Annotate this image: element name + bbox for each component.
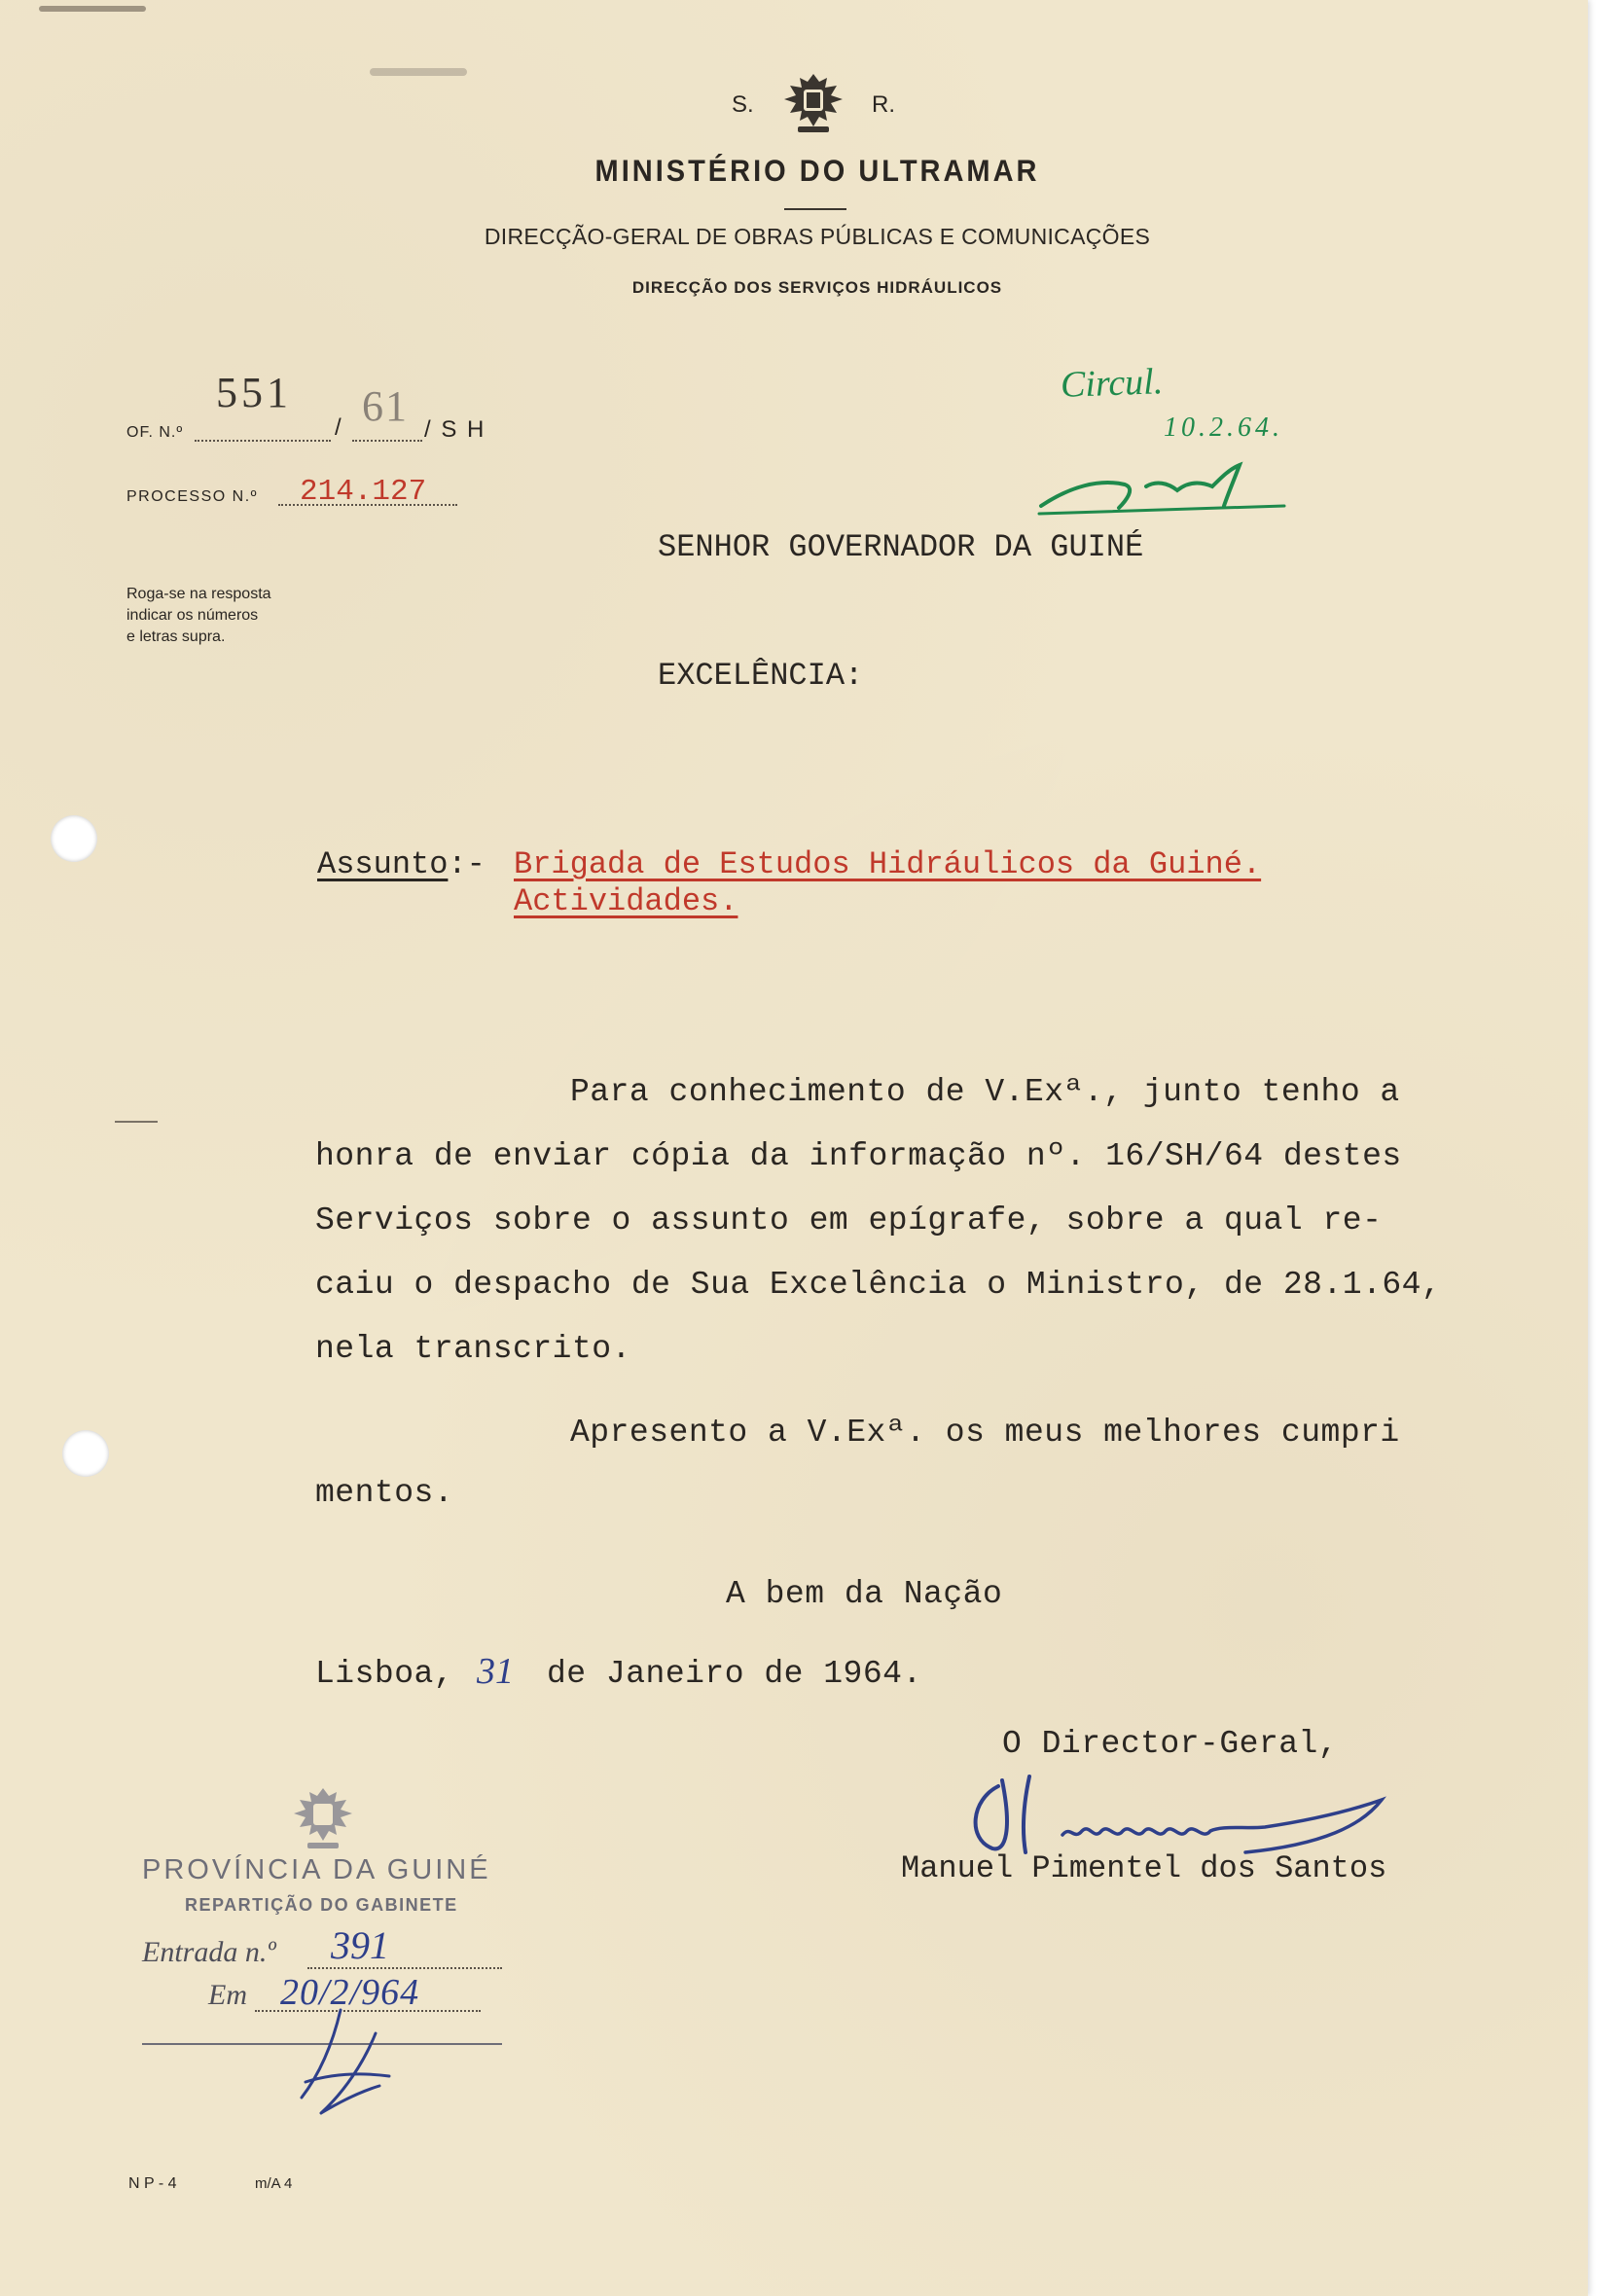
circulation-date: 10.2.64. [1164, 413, 1283, 443]
reply-note-line: Roga-se na resposta [126, 586, 271, 602]
edge-mark [39, 6, 146, 12]
subject-line: Brigada de Estudos Hidráulicos da Guiné. [514, 846, 1262, 882]
margin-fold-mark [115, 1121, 158, 1123]
place-date-suffix: de Janeiro de 1964. [547, 1656, 922, 1692]
green-initials-signature [1031, 457, 1304, 520]
body-line: mentos. [315, 1475, 454, 1511]
subject-line: Actividades. [514, 883, 738, 919]
place-date-prefix: Lisboa, [315, 1656, 454, 1692]
circulation-note: Circul. [1060, 361, 1164, 406]
direction-general: DIRECÇÃO-GERAL DE OBRAS PÚBLICAS E COMUNICAÇÕES [484, 224, 1151, 249]
addressee: SENHOR GOVERNADOR DA GUINÉ [658, 529, 1144, 565]
of-label: OF. N.º [126, 424, 184, 441]
salutation: EXCELÊNCIA: [658, 658, 864, 694]
stamp-emblem-icon [276, 1782, 370, 1854]
footer-form-code: N P - 4 [128, 2175, 177, 2192]
reply-note-line: e letras supra. [126, 628, 226, 645]
handwritten-day: 31 [477, 1651, 514, 1692]
ministry-title: MINISTÉRIO DO ULTRAMAR [594, 154, 1040, 189]
stamp-em-date: 20/2/964 [280, 1972, 420, 2013]
of-year-dots [352, 440, 422, 442]
body-line: Serviços sobre o assunto em epígrafe, sobre a qual re- [315, 1202, 1383, 1238]
body-line: Apresento a V.Exª. os meus melhores cumpri [570, 1415, 1400, 1451]
of-number-dots [195, 440, 331, 442]
director-signature [953, 1771, 1430, 1858]
stamp-em-label: Em [208, 1979, 247, 2011]
reply-note [126, 584, 271, 648]
staple-mark [370, 68, 467, 76]
of-number: 551 [216, 369, 292, 416]
of-slash: / [335, 414, 342, 441]
processo-number: 214.127 [300, 475, 427, 509]
service-name: DIRECÇÃO DOS SERVIÇOS HIDRÁULICOS [631, 278, 1003, 297]
coat-of-arms-icon [769, 68, 858, 136]
of-year: 61 [362, 382, 409, 430]
punch-hole [62, 1430, 109, 1477]
letterhead-left-initial: S. [732, 91, 754, 118]
body-line: caiu o despacho de Sua Excelência o Ministro, de 28.1.64, [315, 1267, 1442, 1303]
body-line: honra de enviar cópia da informação nº. 16/SH/64 destes [315, 1138, 1402, 1174]
footer-size-code: m/A 4 [255, 2175, 293, 2192]
letterhead-divider [784, 208, 846, 210]
stamp-province: PROVÍNCIA DA GUINÉ [142, 1854, 491, 1885]
signatory-name: Manuel Pimentel dos Santos [901, 1850, 1387, 1886]
punch-hole [51, 815, 97, 862]
body-line: Para conhecimento de V.Exª., junto tenho a [570, 1074, 1400, 1110]
of-suffix: / S H [424, 416, 486, 443]
stamp-entrada-label: Entrada n.º [142, 1936, 276, 1968]
body-line: nela transcrito. [315, 1331, 631, 1367]
signatory-title: O Director-Geral, [1002, 1726, 1339, 1762]
subject-text [514, 846, 1261, 920]
subject-separator: :- [448, 846, 486, 882]
closing-formula: A bem da Nação [726, 1576, 1003, 1612]
letterhead-right-initial: R. [872, 91, 895, 118]
stamp-entrada-number: 391 [331, 1923, 389, 1967]
stamp-initials-scribble [282, 2004, 409, 2121]
processo-label: PROCESSO N.º [126, 488, 258, 505]
reply-note-line: indicar os números [126, 607, 259, 624]
stamp-department: REPARTIÇÃO DO GABINETE [185, 1895, 458, 1915]
subject-label-text: Assunto [317, 846, 449, 882]
subject-label [317, 846, 486, 882]
